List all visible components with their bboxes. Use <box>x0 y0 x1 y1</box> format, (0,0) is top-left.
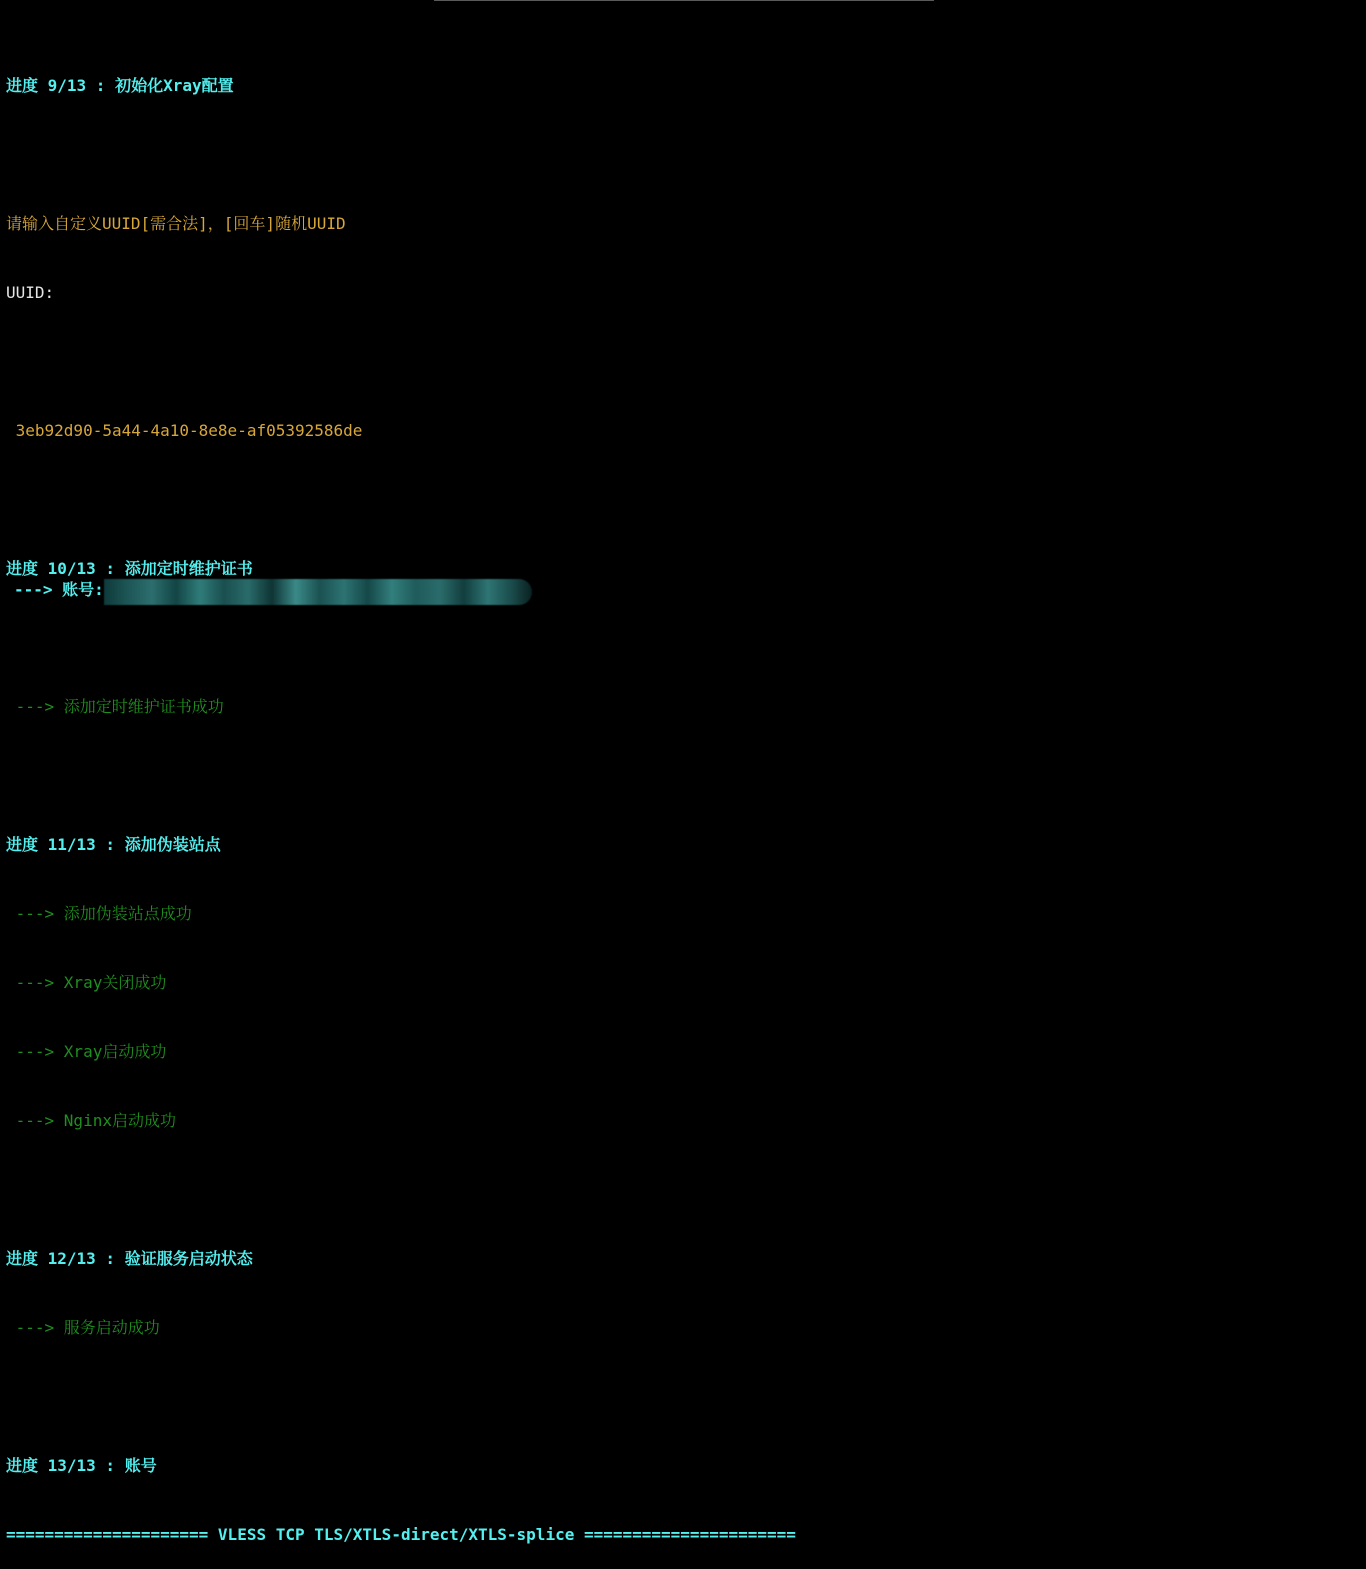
blank-line <box>6 488 1366 511</box>
blank-line <box>6 350 1366 373</box>
step-11-message: ---> 添加伪装站点成功 <box>6 904 192 923</box>
blank-line <box>6 1385 1366 1408</box>
uuid-prompt: 请输入自定义UUID[需合法]，[回车]随机UUID <box>6 214 346 233</box>
uuid-input-label[interactable]: UUID: <box>6 283 55 302</box>
step-10-heading: 进度 10/13 : 添加定时维护证书 <box>6 559 253 578</box>
protocol-banner: ===================== VLESS TCP TLS/XTLS-direct/XTLS-splice ====================== <box>6 1525 796 1544</box>
uuid-value: 3eb92d90-5a44-4a10-8e8e-af05392586de <box>6 421 363 440</box>
step-12-message: ---> 服务启动成功 <box>6 1318 160 1337</box>
blank-line <box>6 143 1366 166</box>
blank-line <box>6 764 1366 787</box>
blank-line <box>6 1178 1366 1201</box>
blank-line <box>6 626 1366 649</box>
account-line <box>14 578 532 601</box>
step-11-message: ---> Xray启动成功 <box>6 1042 167 1061</box>
step-11-message: ---> Xray关闭成功 <box>6 973 167 992</box>
step-11-message: ---> Nginx启动成功 <box>6 1111 176 1130</box>
window-top-edge <box>434 0 934 1</box>
step-10-message: ---> 添加定时维护证书成功 <box>6 697 224 716</box>
step-13-heading: 进度 13/13 : 账号 <box>6 1456 157 1475</box>
redacted-account-value <box>104 579 532 605</box>
terminal-output <box>6 28 1366 1569</box>
step-11-heading: 进度 11/13 : 添加伪装站点 <box>6 835 221 854</box>
step-12-heading: 进度 12/13 : 验证服务启动状态 <box>6 1249 253 1268</box>
step-9-heading: 进度 9/13 : 初始化Xray配置 <box>6 76 234 95</box>
account-label: ---> 账号: <box>14 580 104 599</box>
